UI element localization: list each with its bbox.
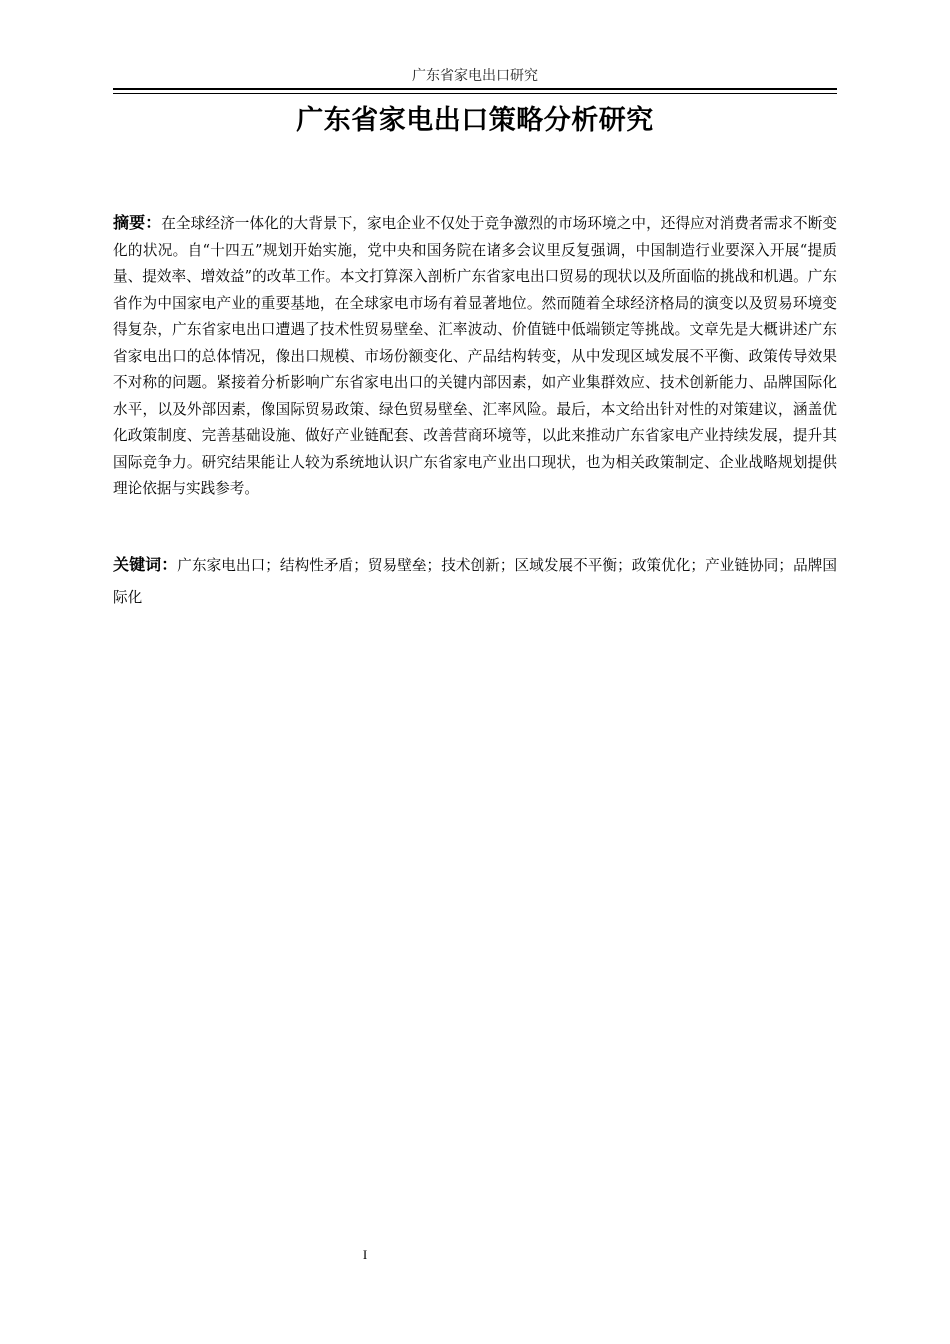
keywords-section	[113, 549, 837, 614]
page-number: I	[362, 1247, 368, 1262]
keywords-label: 关键词：	[113, 555, 178, 574]
header-rule-thick	[113, 88, 837, 90]
abstract-label: 摘要：	[113, 213, 162, 232]
running-header: 广东省家电出口研究	[412, 68, 538, 84]
paper-title: 广东省家电出口策略分析研究	[296, 105, 654, 136]
header-rule-thin	[113, 93, 837, 94]
abstract-section	[113, 210, 837, 503]
abstract-text: 在全球经济一体化的大背景下，家电企业不仅处于竞争激烈的市场环境之中，还得应对消费者需求不断变化的状况。自“十四五”规划开始实施，党中央和国务院在诸多会议里反复强调，中国制造行业要深入开展“提质量、提效率、增效益”的改革工作。本文打算深入剖析广东省家电出口贸易的现状以及所面临的挑战和机遇。广东省作为中国家电产业的重要基地，在全球家电市场有着显著地位。然而随着全球经济格局的演变以及贸易环境变得复杂，广东省家电出口遭遇了技术性贸易壁垒、汇率波动、价值链中低端锁定等挑战。文章先是大概讲述广东省家电出口的总体情况，像出口规模、市场份额变化、产品结构转变，从中发现区域发展不平衡、政策传导效果不对称的问题。紧接着分析影响广东省家电出口的关键内部因素，如产业集群效应、技术创新能力、品牌国际化水平，以及外部因素，像国际贸易政策、绿色贸易壁垒、汇率风险。最后，本文给出针对性的对策建议，涵盖优化政策制度、完善基础设施、做好产业链配套、改善营商环境等，以此来推动广东省家电产业持续发展，提升其国际竞争力。研究结果能让人较为系统地认识广东省家电产业出口现状，也为相关政策制定、企业战略规划提供理论依据与实践参考。	[113, 215, 837, 497]
keywords-text: 广东家电出口；结构性矛盾；贸易壁垒；技术创新；区域发展不平衡；政策优化；产业链协同；品牌国际化	[113, 557, 837, 606]
